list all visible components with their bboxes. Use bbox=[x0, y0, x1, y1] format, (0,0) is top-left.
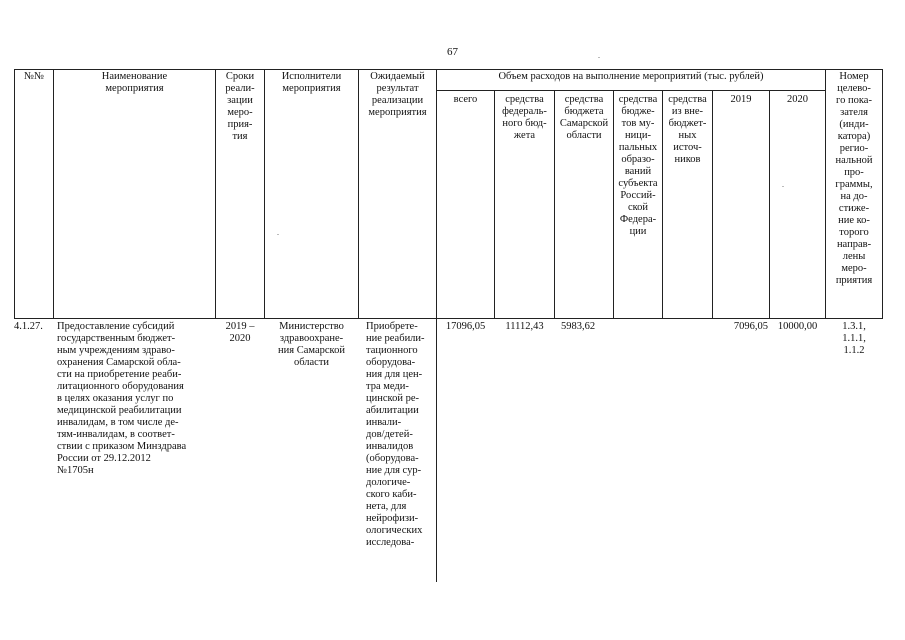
header-event-name: Наименование мероприятия bbox=[101, 71, 168, 94]
scan-speck bbox=[277, 234, 279, 235]
scan-speck bbox=[782, 186, 784, 187]
header-term: Сроки реали- зации меро- прия- тия bbox=[225, 71, 255, 142]
header-expected-result: Ожидаемый результат реализации мероприятия bbox=[368, 71, 427, 118]
header-extra-budgetary: средства из вне- бюджет- ных источ- ников bbox=[668, 94, 707, 165]
row-indicator-number: 1.3.1, 1.1.1, 1.1.2 bbox=[842, 321, 866, 356]
row-regional-budget: 5983,62 bbox=[561, 321, 596, 332]
header-year-2020: 2020 bbox=[787, 94, 808, 105]
header-total: всего bbox=[453, 94, 478, 105]
row-number: 4.1.27. bbox=[14, 321, 43, 332]
row-term: 2019 – 2020 bbox=[225, 321, 255, 344]
header-year-2019: 2019 bbox=[730, 94, 752, 105]
header-executors: Исполнители мероприятия bbox=[281, 71, 342, 94]
row-event-name: Предоставление субсидий государственным бюджет- ным учреждениям здраво- охранения Самарской обла- сти на приобретение реаби- литационного оборудования в целях оказания услуг по медицинской реабилитации инвалидам, в том числе де- тям-инвалидам, в соответ- ствии с приказом Минздрава России от 29.12.2012 №1705н bbox=[57, 321, 187, 476]
row-executors: Министерство здравоохране- ния Самарской области bbox=[278, 321, 345, 368]
row-federal-budget: 11112,43 bbox=[505, 321, 544, 332]
scan-speck bbox=[598, 57, 600, 58]
row-year-2020: 10000,00 bbox=[777, 321, 818, 332]
page-number: 67 bbox=[447, 46, 458, 58]
header-indicator-number: Номер целево- го пока- зателя (инди- катора) регио- нальной про- граммы, на до- стиже- ние ко- торого направ- лены меро- приятия bbox=[835, 71, 873, 286]
header-number: №№ bbox=[23, 71, 45, 82]
header-expenses-volume: Объем расходов на выполнение мероприятий (тыс. рублей) bbox=[498, 71, 764, 82]
header-municipal-budget: средства бюдже- тов му- ници- пальных образо- ваний субъекта Россий- ской Федера- ции bbox=[618, 94, 658, 237]
row-total: 17096,05 bbox=[445, 321, 486, 332]
header-regional-budget: средства бюджета Самарской области bbox=[559, 94, 609, 141]
row-year-2019: 7096,05 bbox=[733, 321, 768, 332]
row-expected-result: Приобрете- ние реабили- тационного оборудова- ния для цен- тра меди- цинской ре- абилитации инвали- дов/детей- инвалидов (оборудова- ние для сур- дологиче- ского каби- нета, для нейрофизи- ологических исследова- bbox=[366, 321, 425, 548]
header-federal-budget: средства федераль- ного бюд- жета bbox=[502, 94, 547, 141]
